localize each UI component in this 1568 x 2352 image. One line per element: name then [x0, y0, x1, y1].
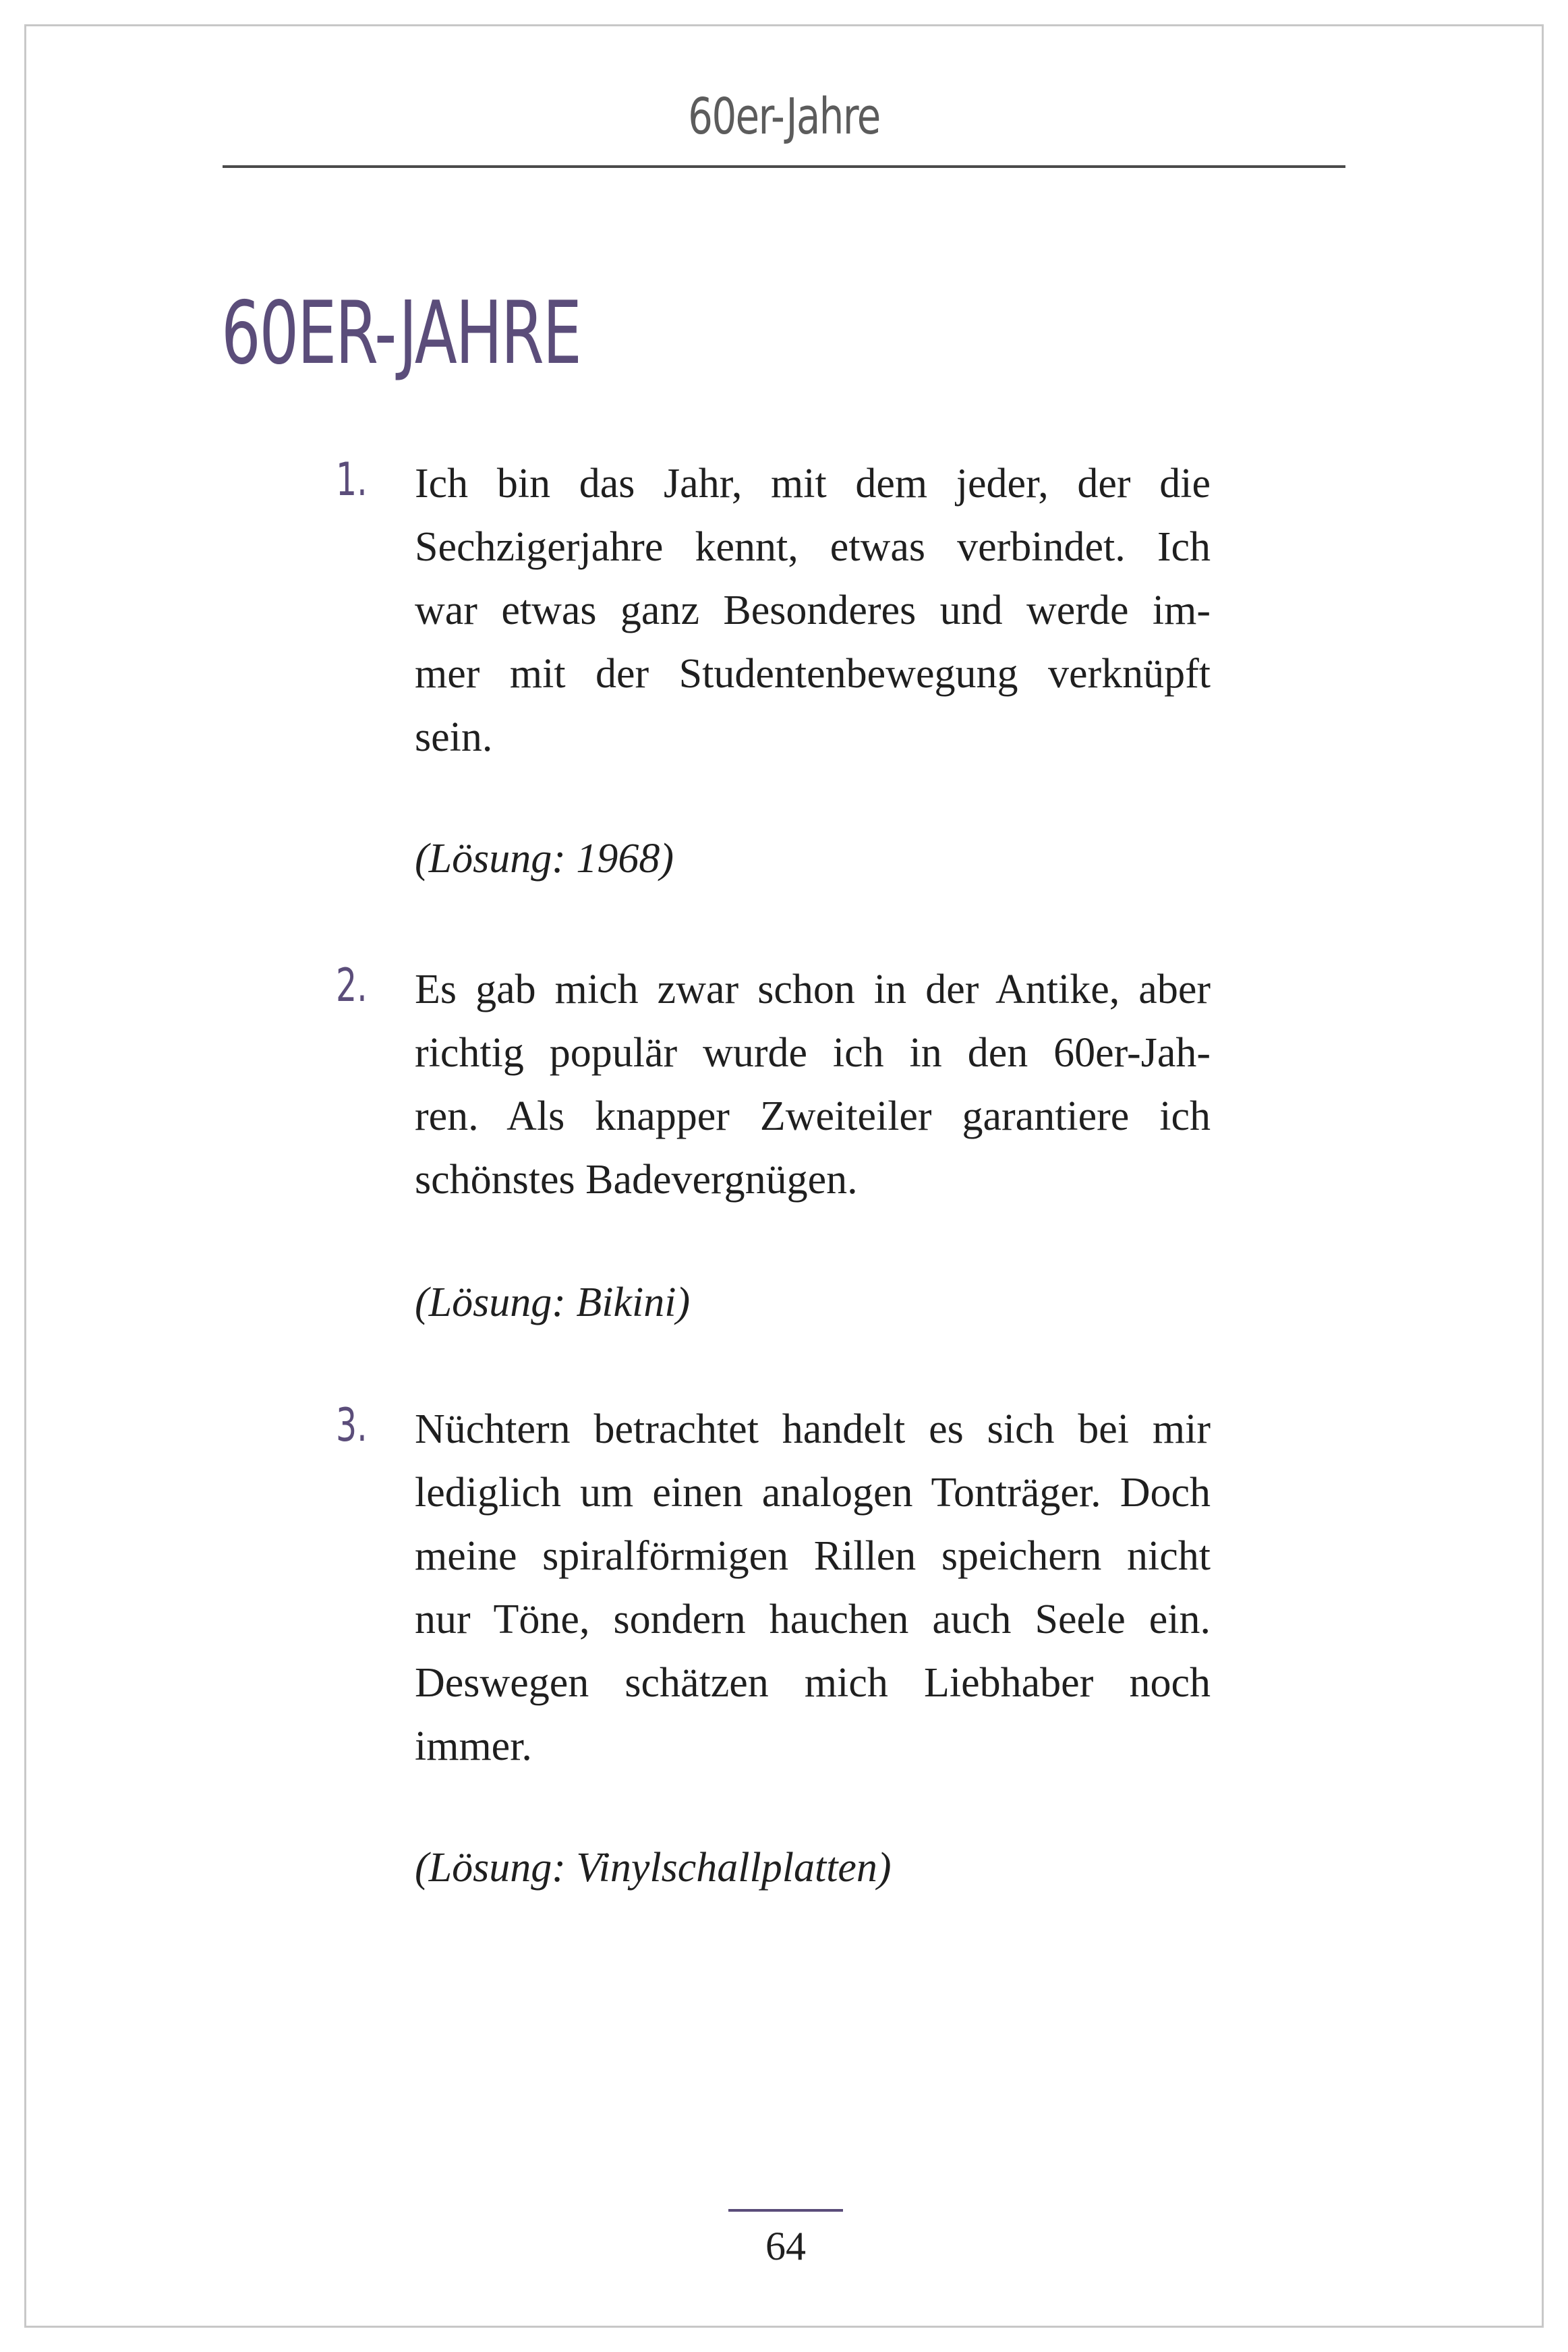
chapter-title: 60ER-JAHRE	[221, 283, 581, 384]
riddle-line: war etwas ganz Besonderes und werde im-	[415, 587, 1211, 633]
riddle-line: ren. Als knapper Zweiteiler garantiere ich	[415, 1093, 1211, 1139]
riddle-line: sein.	[415, 714, 493, 760]
riddle-number: 1.	[336, 453, 368, 507]
riddle-line: Es gab mich zwar schon in der Antike, aber	[415, 967, 1211, 1012]
riddle-line: Ich bin das Jahr, mit dem jeder, der die	[415, 461, 1211, 507]
riddle-line: Nüchtern betrachtet handelt es sich bei mir	[415, 1406, 1211, 1452]
riddle-line: immer.	[415, 1723, 532, 1769]
riddle-solution: (Lösung: 1968)	[415, 836, 674, 882]
riddle-number: 3.	[336, 1399, 368, 1452]
riddle-line: meine spiralförmigen Rillen speichern nicht	[415, 1533, 1211, 1579]
riddle-solution: (Lösung: Bikini)	[415, 1280, 691, 1325]
page-number: 64	[765, 2224, 806, 2268]
footer-rule	[728, 2209, 843, 2212]
riddle-line: Deswegen schätzen mich Liebhaber noch	[415, 1660, 1211, 1706]
riddle-text	[415, 958, 1211, 1211]
riddle-line: Sechzigerjahre kennt, etwas verbindet. Ich	[415, 524, 1211, 570]
riddle-solution: (Lösung: Vinylschallplatten)	[415, 1845, 892, 1891]
riddle-line: lediglich um einen analogen Tonträger. Doch	[415, 1470, 1211, 1516]
riddle-line: schönstes Badevergnügen.	[415, 1157, 858, 1203]
header-rule	[223, 165, 1345, 168]
riddle-text	[415, 1398, 1211, 1778]
running-header: 60er-Jahre	[688, 88, 880, 146]
riddle-line: nur Töne, sondern hauchen auch Seele ein.	[415, 1597, 1211, 1642]
riddle-number: 2.	[336, 959, 368, 1012]
riddle-line: mer mit der Studentenbewegung verknüpft	[415, 651, 1211, 697]
riddle-text	[415, 452, 1211, 769]
riddle-line: richtig populär wurde ich in den 60er-Jah-	[415, 1030, 1211, 1076]
